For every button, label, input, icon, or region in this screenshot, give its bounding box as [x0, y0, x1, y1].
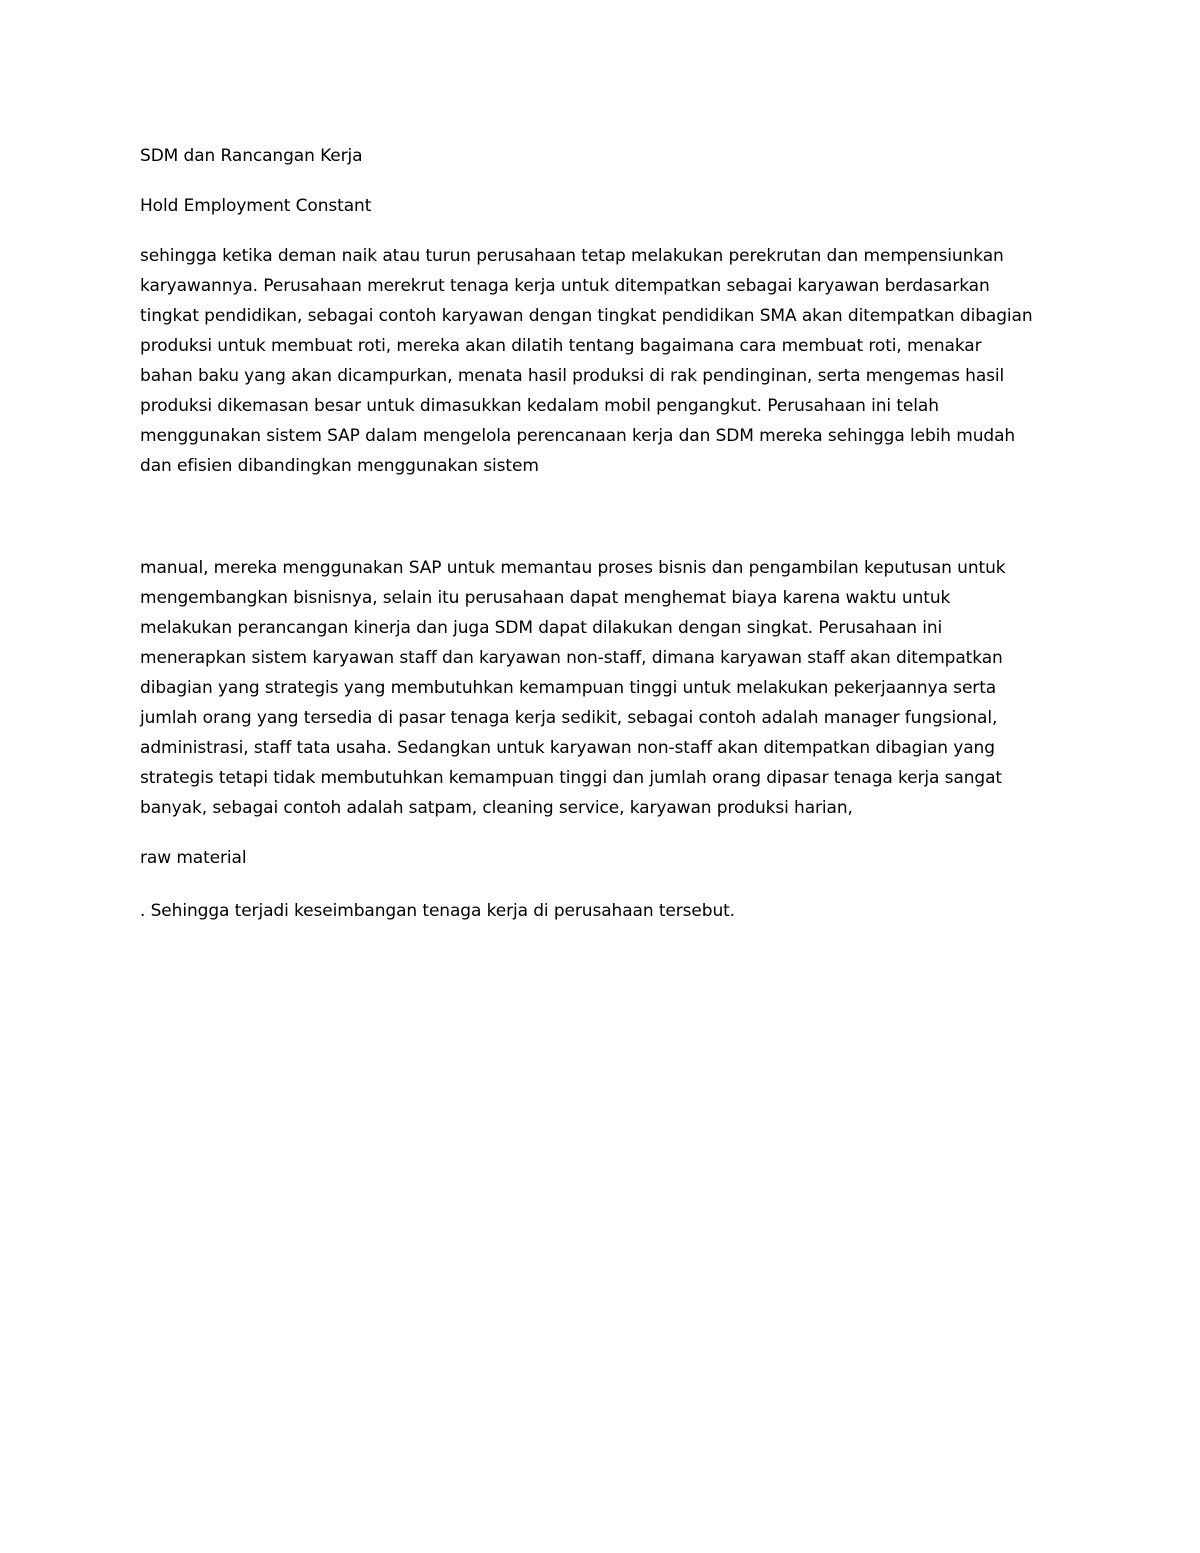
- document-title: SDM dan Rancangan Kerja: [140, 146, 363, 166]
- paragraph-2-line: banyak, sebagai contoh adalah satpam, cleaning service, karyawan produksi harian,: [140, 798, 853, 818]
- paragraph-1-line: karyawannya. Perusahaan merekrut tenaga kerja untuk ditempatkan sebagai karyawan berdasarkan: [140, 276, 990, 296]
- paragraph-2: [140, 553, 1070, 823]
- document-subtitle: Hold Employment Constant: [140, 196, 372, 216]
- paragraph-1-line: menggunakan sistem SAP dalam mengelola perencanaan kerja dan SDM mereka sehingga lebih mudah: [140, 426, 1016, 446]
- paragraph-1-line: produksi dikemasan besar untuk dimasukkan kedalam mobil pengangkut. Perusahaan ini telah: [140, 396, 939, 416]
- paragraph-2-line: manual, mereka menggunakan SAP untuk memantau proses bisnis dan pengambilan keputusan untuk: [140, 558, 1006, 578]
- paragraph-1-line: dan efisien dibandingkan menggunakan sistem: [140, 456, 539, 476]
- paragraph-1-line: tingkat pendidikan, sebagai contoh karyawan dengan tingkat pendidikan SMA akan ditempatkan dibagian: [140, 306, 1033, 326]
- paragraph-2-line: mengembangkan bisnisnya, selain itu perusahaan dapat menghemat biaya karena waktu untuk: [140, 588, 951, 608]
- paragraph-2-line: strategis tetapi tidak membutuhkan kemampuan tinggi dan jumlah orang dipasar tenaga kerja sangat: [140, 768, 1002, 788]
- paragraph-2-line: melakukan perancangan kinerja dan juga SDM dapat dilakukan dengan singkat. Perusahaan ini: [140, 618, 943, 638]
- raw-material-text: raw material: [140, 848, 247, 868]
- paragraph-2-line: jumlah orang yang tersedia di pasar tenaga kerja sedikit, sebagai contoh adalah manager fungsional,: [140, 708, 998, 728]
- paragraph-1-line: sehingga ketika deman naik atau turun perusahaan tetap melakukan perekrutan dan mempensiunkan: [140, 246, 1004, 266]
- paragraph-2-line: administrasi, staff tata usaha. Sedangkan untuk karyawan non-staff akan ditempatkan dibagian yang: [140, 738, 995, 758]
- closing-sentence: . Sehingga terjadi keseimbangan tenaga kerja di perusahaan tersebut.: [140, 901, 735, 921]
- paragraph-2-line: menerapkan sistem karyawan staff dan karyawan non-staff, dimana karyawan staff akan ditempatkan: [140, 648, 1003, 668]
- paragraph-2-line: dibagian yang strategis yang membutuhkan kemampuan tinggi untuk melakukan pekerjaannya serta: [140, 678, 997, 698]
- paragraph-1: [140, 241, 1070, 481]
- paragraph-1-line: bahan baku yang akan dicampurkan, menata hasil produksi di rak pendinginan, serta mengemas hasil: [140, 366, 1005, 386]
- paragraph-1-line: produksi untuk membuat roti, mereka akan dilatih tentang bagaimana cara membuat roti, menakar: [140, 336, 982, 356]
